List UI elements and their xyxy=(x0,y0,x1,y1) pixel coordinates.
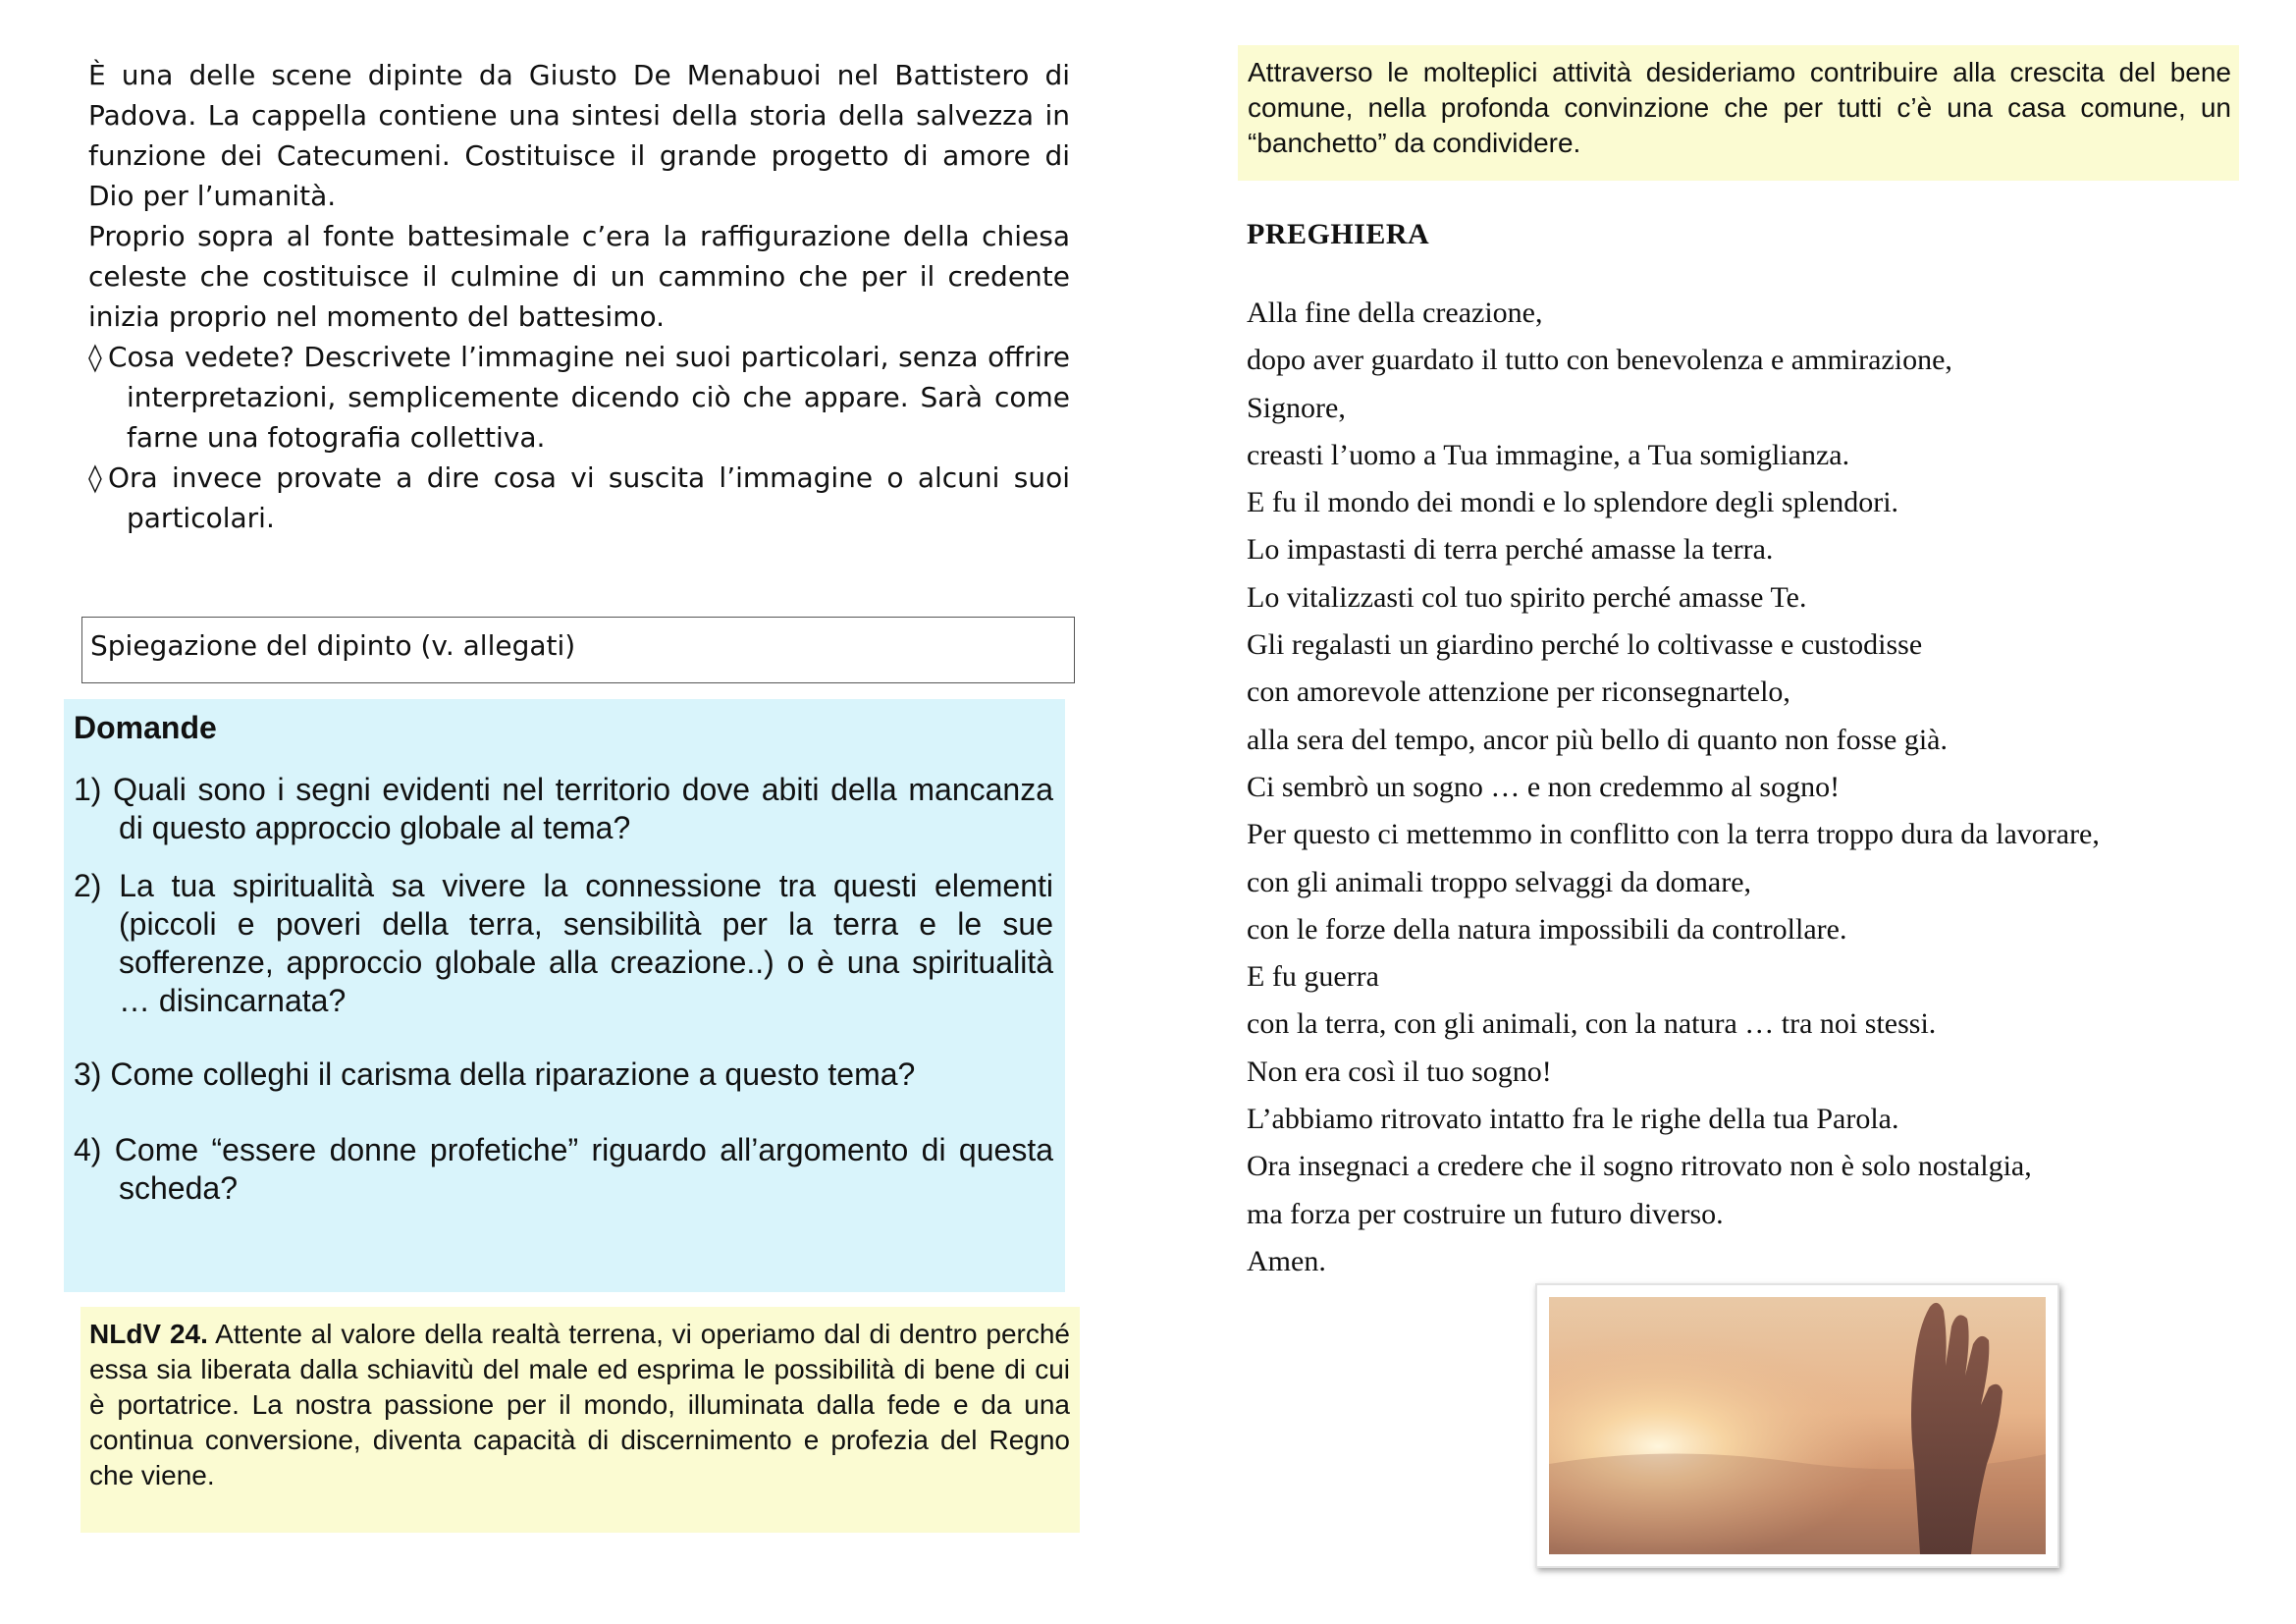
prayer-photo xyxy=(1535,1283,2059,1568)
prayer-line: E fu il mondo dei mondi e lo splendore degli splendori. xyxy=(1247,486,1899,519)
domande-title: Domande xyxy=(74,710,217,745)
prayer-line: con gli animali troppo selvaggi da domare, xyxy=(1247,865,1752,898)
preghiera-title: PREGHIERA xyxy=(1247,218,1430,250)
prayer-text xyxy=(1247,290,2248,1285)
nldv-text: Attente al valore della realtà terrena, vi operiamo dal di dentro perché essa sia liberata dalla schiavitù del male ed esprima le possibilità di bene di cui è portatrice. La nostra passione per il mondo, illuminata dalla fede e da una continua conversione, diventa capacità di discernimento e profezia del Regno che viene. xyxy=(89,1319,1070,1490)
spiegazione-text: Spiegazione del dipinto (v. allegati) xyxy=(90,629,576,662)
question-1: 1) Quali sono i segni evidenti nel territorio dove abiti della mancanza di questo approccio globale al tema? xyxy=(74,772,1053,845)
diamond-icon: ◊ xyxy=(88,341,102,373)
prayer-line: creasti l’uomo a Tua immagine, a Tua somiglianza. xyxy=(1247,438,1850,471)
raised-hand-sunset-photo xyxy=(1549,1297,2046,1554)
intro-paragraph-1: È una delle scene dipinte da Giusto De Menabuoi nel Battistero di Padova. La cappella contiene una sintesi della storia della salvezza in funzione dei Catecumeni. Costituisce il grande progetto di amore di Dio per l’umanità. xyxy=(88,59,1070,212)
prayer-line: ma forza per costruire un futuro diverso. xyxy=(1247,1197,1724,1230)
prayer-line: con amorevole attenzione per riconsegnartelo, xyxy=(1247,676,1790,709)
prayer-line: Ora insegnaci a credere che il sogno ritrovato non è solo nostalgia, xyxy=(1247,1150,2032,1183)
prayer-line: Per questo ci mettemmo in conflitto con la terra troppo dura da lavorare, xyxy=(1247,818,2100,851)
domande-box xyxy=(64,699,1065,1292)
nldv-label: NLdV 24. xyxy=(89,1319,208,1349)
prayer-line: Lo impastasti di terra perché amasse la terra. xyxy=(1247,533,1774,567)
prayer-line: dopo aver guardato il tutto con benevolenza e ammirazione, xyxy=(1247,344,1952,377)
prayer-line: Alla fine della creazione, xyxy=(1247,297,1543,329)
prayer-line: alla sera del tempo, ancor più bello di quanto non fosse già. xyxy=(1247,723,1948,756)
prayer-line: Amen. xyxy=(1247,1244,1326,1277)
prayer-line: Non era così il tuo sogno! xyxy=(1247,1055,1552,1088)
attraverso-text: Attraverso le molteplici attività desideriamo contribuire alla crescita del bene comune, nella profonda convinzione che per tutti c’è una casa comune, un “banchetto” da condividere. xyxy=(1248,57,2231,158)
question-4: 4) Come “essere donne profetiche” riguardo all’argomento di questa scheda? xyxy=(74,1132,1053,1206)
bullet-text-2: Ora invece provate a dire cosa vi suscita l’immagine o alcuni suoi particolari. xyxy=(108,461,1070,534)
bullet-item-1 xyxy=(88,337,1070,458)
nldv-box xyxy=(80,1307,1080,1533)
prayer-line: Gli regalasti un giardino perché lo coltivasse e custodisse xyxy=(1247,628,1923,662)
question-2: 2) La tua spiritualità sa vivere la connessione tra questi elementi (piccoli e poveri della terra, sensibilità per la terra e le sue sofferenze, approccio globale alla creazione..) o è una spiritualità … disincarnata? xyxy=(74,868,1053,1018)
diamond-icon: ◊ xyxy=(88,461,102,494)
attraverso-box xyxy=(1238,45,2239,181)
intro-section xyxy=(88,55,1070,538)
spiegazione-box xyxy=(81,617,1075,683)
question-3: 3) Come colleghi il carisma della riparazione a questo tema? xyxy=(74,1056,916,1092)
prayer-line: Ci sembrò un sogno … e non credemmo al sogno! xyxy=(1247,770,1841,803)
intro-paragraph-2: Proprio sopra al fonte battesimale c’era la raffigurazione della chiesa celeste che costituisce il culmine di un cammino che per il credente inizia proprio nel momento del battesimo. xyxy=(88,220,1070,333)
prayer-line: E fu guerra xyxy=(1247,960,1379,994)
bullet-item-2 xyxy=(88,458,1070,538)
prayer-line: con la terra, con gli animali, con la natura … tra noi stessi. xyxy=(1247,1007,1937,1041)
prayer-line: L’abbiamo ritrovato intatto fra le righe della tua Parola. xyxy=(1247,1103,1899,1136)
bullet-text-1: Cosa vedete? Descrivete l’immagine nei suoi particolari, senza offrire interpretazioni, semplicemente dicendo ciò che appare. Sarà come farne una fotografia collettiva. xyxy=(108,341,1070,454)
prayer-line: con le forze della natura impossibili da controllare. xyxy=(1247,912,1847,946)
prayer-line: Signore, xyxy=(1247,391,1346,424)
prayer-line: Lo vitalizzasti col tuo spirito perché amasse Te. xyxy=(1247,580,1807,614)
